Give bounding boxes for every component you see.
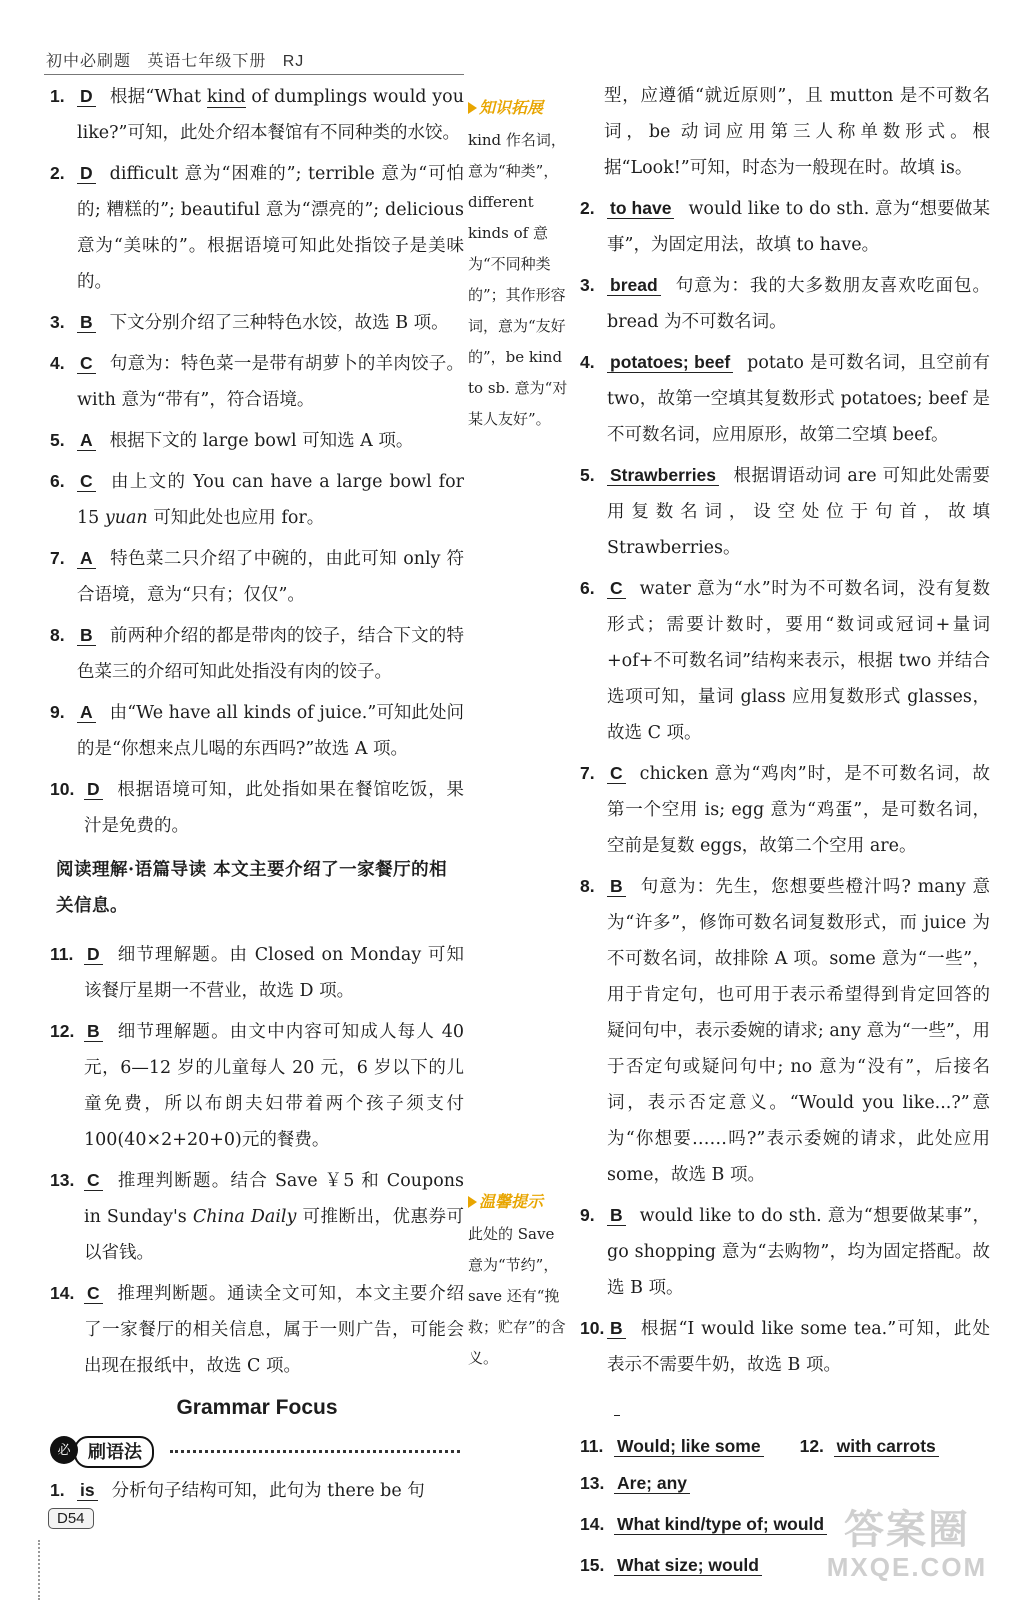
- item-number: 6.: [50, 471, 65, 491]
- answer-key: C: [84, 1170, 103, 1191]
- page-corner-mark: [38, 1540, 42, 1600]
- explanation: 细节理解题。由 Closed on Monday 可知该餐厅星期一不营业，故选 D 项。: [84, 945, 464, 1001]
- knowledge-note: [468, 92, 572, 435]
- answer-item: [580, 868, 990, 1193]
- answer-item: [50, 1472, 464, 1509]
- answer-key: C: [77, 353, 96, 374]
- answer-item: [580, 344, 990, 453]
- item-number: 11.: [580, 1436, 604, 1456]
- item-number: 9.: [50, 702, 65, 722]
- explanation: 前两种介绍的都是带肉的饺子，结合下文的特色菜三的介绍可知此处指没有肉的饺子。: [77, 626, 464, 682]
- item-number: 11.: [50, 944, 74, 964]
- answer-key: D: [84, 944, 103, 965]
- dotted-divider: [170, 1450, 460, 1453]
- item-number: 2.: [50, 163, 65, 183]
- item-number: 14.: [580, 1514, 605, 1534]
- answer-item: [50, 936, 464, 1009]
- item-number: 10.: [580, 1318, 605, 1338]
- explanation-pre: 推理判断题。结合 Save ￥5 和 Coupons in Sunday's: [84, 1171, 464, 1227]
- answer-item: [50, 463, 464, 536]
- explanation: chicken 意为“鸡肉”时，是不可数名词，故第一个空用 is; egg 意为“鸡蛋”，是可数名词，空前是复数 eggs，故第二个空用 are。: [607, 764, 990, 856]
- answer-key: B: [607, 876, 626, 897]
- item-number: 7.: [580, 763, 595, 783]
- explanation-pre: 由上文的 You can have a large bowl for 15: [77, 472, 464, 528]
- item-number: 4.: [50, 353, 65, 373]
- answer-key: What size; would: [614, 1555, 762, 1576]
- answer-item: [580, 457, 990, 566]
- note-body: kind 作名词，意为“种类”，different kinds of 意为“不同种类的”；其作形容词，意为“友好的”，be kind to sb. 意为“对某人友好”。: [468, 131, 568, 428]
- answer-item: [50, 155, 464, 300]
- answer-key: to have: [607, 198, 674, 219]
- answer-key: D: [77, 163, 96, 184]
- explanation-pre: 根据“What: [109, 87, 207, 107]
- answer-item: [50, 345, 464, 418]
- answer-item: [50, 1162, 464, 1271]
- explanation: 根据语境可知，此处指如果在餐馆吃饭，果汁是免费的。: [84, 780, 464, 836]
- note-title-text: 温馨提示: [479, 1192, 544, 1211]
- explanation: would like to do sth. 意为“想要做某事”，为固定用法，故填 to have。: [607, 199, 990, 255]
- edition-tag: RJ: [282, 53, 305, 70]
- answer-item: [580, 267, 990, 340]
- answer-item: [50, 422, 464, 459]
- answer-item: [580, 570, 990, 751]
- grammar-focus-title: Grammar Focus: [176, 1396, 338, 1419]
- item-number: 8.: [50, 625, 65, 645]
- answer-key: [614, 1395, 620, 1416]
- explanation: 特色菜二只介绍了中碗的，由此可知 only 符合语境，意为“只有；仅仅”。: [77, 549, 464, 605]
- answer-key: What kind/type of; would: [614, 1514, 827, 1535]
- item-number: 10.: [50, 779, 75, 799]
- item-number: 14.: [50, 1283, 75, 1303]
- answer-item: [50, 1013, 464, 1158]
- note-title: [468, 1186, 572, 1217]
- grammar-section-header: [50, 1432, 464, 1468]
- explanation: 细节理解题。由文中内容可知成人每人 40 元，6—12 岁的儿童每人 20 元，6 岁以下的儿童免费，所以布朗夫妇带着两个孩子须支付 100(40×2+20+0)元的餐费。: [84, 1022, 464, 1150]
- answer-item: [580, 1428, 778, 1465]
- tip-note: [468, 1186, 572, 1374]
- item-number: 8.: [580, 876, 595, 896]
- explanation-post: 可推断出，优惠券可以省钱。: [84, 1207, 464, 1263]
- explanation-post: 可知此处也应用 for。: [147, 508, 325, 528]
- item-number: 5.: [580, 465, 595, 485]
- answer-key: Are; any: [614, 1473, 690, 1494]
- answer-key: Would; like some: [614, 1436, 764, 1457]
- answer-key: C: [77, 471, 96, 492]
- answer-key: D: [84, 779, 103, 800]
- answer-item: [50, 694, 464, 767]
- answer-key: B: [607, 1205, 626, 1226]
- item-number: 13.: [50, 1170, 75, 1190]
- watermark-logo-text: 答案圈: [844, 1508, 970, 1552]
- badge-icon: 必: [50, 1436, 78, 1464]
- answer-item: [800, 1428, 953, 1465]
- watermark-logo: [812, 1508, 1002, 1588]
- explanation: 句意为：特色菜一是带有胡萝卜的羊肉饺子。with 意为“带有”，符合语境。: [77, 354, 464, 410]
- underlined-word: kind: [206, 87, 246, 107]
- explanation: 推理判断题。通读全文可知，本文主要介绍了一家餐厅的相关信息，属于一则广告，可能会出现在报纸中，故选 C 项。: [84, 1284, 464, 1376]
- item-number: 4.: [580, 352, 595, 372]
- short-answer-row: [580, 1428, 990, 1465]
- explanation: would like to do sth. 意为“想要做某事”，go shopping 意为“去购物”，均为固定搭配。故选 B 项。: [607, 1206, 990, 1298]
- answer-key: B: [84, 1021, 103, 1042]
- answer-key: B: [77, 625, 96, 646]
- item-number: 1.: [50, 1480, 65, 1500]
- subject-name: 英语七年级下册: [147, 53, 267, 70]
- item-number: 3.: [580, 275, 595, 295]
- answer-item: [50, 1275, 464, 1384]
- answer-item: [580, 1465, 990, 1502]
- answer-item: [580, 1310, 990, 1383]
- answer-key: C: [607, 578, 626, 599]
- explanation: 句意为：先生，您想要些橙汁吗? many 意为“许多”，修饰可数名词复数形式，而 juice 为不可数名词，故排除 A 项。some 意为“一些”，用于肯定句，也可用于表示希望得到肯定回答的疑问句中，表示委婉的请求; any 意为“一些”，用于否定句或疑问句中; no 意为“没有”，后接名词，表示否定意义。“Would you like...?”意为“你想要……吗?”表示委婉的请求，此处应用 some，故选 B 项。: [607, 877, 990, 1185]
- answer-key: potatoes; beef: [607, 352, 733, 373]
- answer-key: Strawberries: [607, 465, 719, 486]
- answer-key: A: [77, 548, 96, 569]
- explanation: water 意为“水”时为不可数名词，没有复数形式；需要计数时，要用“数词或冠词+量词+of+不可数名词”结构来表示，根据 two 并结合选项可知，量词 glass 应用复数形式 glasses，故选 C 项。: [607, 579, 990, 743]
- note-title: [468, 92, 572, 123]
- item-number: 13.: [580, 1473, 605, 1493]
- explanation: difficult 意为“困难的”; terrible 意为“可怕的; 糟糕的”; beautiful 意为“漂亮的”; delicious 意为“美味的”。根据语境可知此处指饺子是美味的。: [77, 164, 464, 292]
- explanation: 根据“I would like some tea.”可知，此处表示不需要牛奶，故选 B 项。: [607, 1319, 990, 1375]
- explanation: 由“We have all kinds of juice.”可知此处问的是“你想来点儿喝的东西吗?”故选 A 项。: [77, 703, 464, 759]
- answer-item: [50, 78, 464, 151]
- item-number: 6.: [580, 578, 595, 598]
- answer-key: C: [607, 763, 626, 784]
- answer-key: with carrots: [834, 1436, 939, 1457]
- explanation-post: of dumplings would you like?”可知，此处介绍本餐馆有不同种类的水饺。: [77, 87, 464, 143]
- item-number: 7.: [50, 548, 65, 568]
- header-rule: [44, 74, 464, 75]
- item-number: 12.: [799, 1436, 824, 1456]
- item-number: 5.: [50, 430, 65, 450]
- arrow-icon: [468, 1196, 477, 1208]
- answer-key: A: [77, 702, 96, 723]
- book-name: 初中必刷题: [46, 53, 132, 70]
- answer-key: B: [77, 312, 96, 333]
- item-number: 9.: [580, 1205, 595, 1225]
- explanation: 下文分别介绍了三种特色水饺，故选 B 项。: [109, 313, 449, 333]
- answer-key: D: [77, 86, 96, 107]
- answer-item: [580, 190, 990, 263]
- explanation: 根据下文的 large bowl 可知选 A 项。: [109, 431, 414, 451]
- answer-item: [50, 540, 464, 613]
- item-number: 15.: [580, 1555, 605, 1575]
- answer-item: [580, 1387, 990, 1424]
- answer-item: [50, 771, 464, 844]
- item-number: 3.: [50, 312, 65, 332]
- answer-key: is: [77, 1480, 98, 1501]
- italic-word: China Daily: [192, 1207, 297, 1227]
- continued-explanation: 型，应遵循“就近原则”，且 mutton 是不可数名词，be 动词应用第三人称单数形式。根据“Look!”可知，时态为一般现在时。故填 is。: [604, 86, 990, 178]
- answer-key: A: [77, 430, 96, 451]
- page-number: D54: [48, 1508, 94, 1529]
- item-number: 12.: [50, 1021, 75, 1041]
- note-title-text: 知识拓展: [479, 98, 544, 117]
- answer-key: B: [607, 1318, 626, 1339]
- reading-guide-note: 阅读理解·语篇导读 本文主要介绍了一家餐厅的相关信息。: [56, 860, 448, 916]
- italic-word: yuan: [104, 508, 148, 528]
- answer-item: [50, 304, 464, 341]
- watermark-url: MXQE.COM: [826, 1552, 988, 1582]
- left-column: [50, 78, 464, 1513]
- arrow-icon: [468, 102, 477, 114]
- grammar-label: 刷语法: [74, 1436, 154, 1468]
- item-number: 2.: [580, 198, 595, 218]
- explanation: potato 是可数名词，且空前有 two，故第一空填其复数形式 potatoes; beef 是不可数名词，应用原形，故第二空填 beef。: [607, 353, 990, 445]
- item-number: 1.: [50, 86, 65, 106]
- answer-key: bread: [607, 275, 661, 296]
- running-header: [46, 48, 304, 71]
- answer-item: [580, 755, 990, 864]
- note-body: 此处的 Save 意为“节约”，save 还有“挽救；贮存”的含义。: [468, 1225, 566, 1367]
- explanation: 分析句子结构可知，此句为 there be 句: [111, 1481, 425, 1501]
- explanation: 根据谓语动词 are 可知此处需要用复数名词，设空处位于句首，故填 Strawberries。: [607, 466, 990, 558]
- right-column: [580, 78, 990, 1588]
- answer-item: [580, 1197, 990, 1306]
- explanation: 句意为：我的大多数朋友喜欢吃面包。bread 为不可数名词。: [607, 276, 990, 332]
- answer-key: C: [84, 1283, 103, 1304]
- answer-item: [50, 617, 464, 690]
